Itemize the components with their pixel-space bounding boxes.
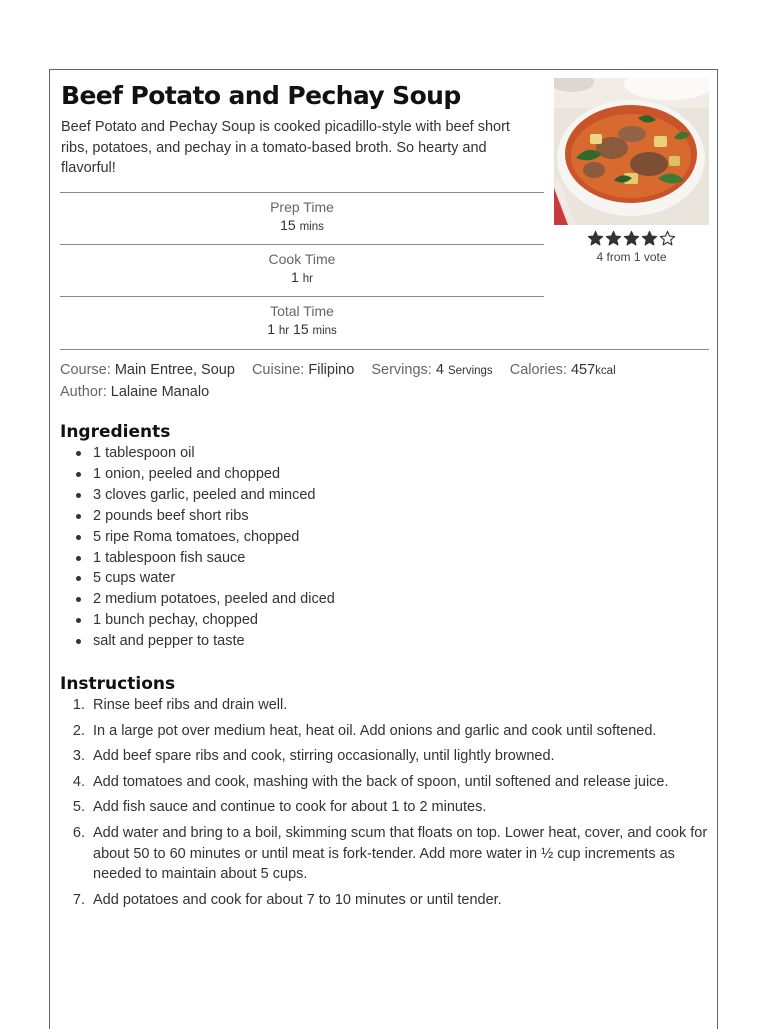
ingredient-item: 1 onion, peeled and chopped: [60, 464, 700, 485]
step-text: Add tomatoes and cook, mashing with the back of spoon, until softened and release juice.: [93, 773, 669, 790]
star-filled-icon[interactable]: [605, 230, 622, 247]
calories-detail: [510, 362, 616, 378]
course-value: Main Entree, Soup: [114, 362, 235, 378]
ingredient-item: 1 tablespoon fish sauce: [60, 548, 700, 569]
time-unit: hr: [278, 325, 290, 337]
step-text: Add potatoes and cook for about 7 to 10 minutes or until tender.: [93, 891, 502, 908]
step-text: Add water and bring to a boil, skimming scum that floats on top. Lower heat, cover, and cook for about 50 to 60 minutes or until meat is fork-tender. Add more water in ½ cup increments as needed to maintain about 5 cups.: [93, 824, 708, 883]
cuisine-detail: [252, 362, 354, 378]
calories-unit: kcal: [595, 365, 616, 377]
time-value: [60, 320, 544, 340]
time-number: 15: [293, 321, 309, 337]
ingredient-item: 1 tablespoon oil: [60, 443, 700, 464]
author-value: Lalaine Manalo: [110, 384, 210, 400]
ingredients-list: [60, 443, 700, 652]
time-value: [60, 268, 544, 288]
recipe-card: [49, 69, 718, 1029]
step-number: 1.: [72, 697, 85, 713]
time-unit: mins: [312, 325, 337, 337]
ingredient-item: 5 cups water: [60, 568, 700, 589]
ingredient-item: 3 cloves garlic, peeled and minced: [60, 485, 700, 506]
cook-time: [60, 244, 544, 296]
step-number: 5.: [72, 799, 85, 816]
time-number: 1: [267, 321, 276, 337]
instructions-list: [60, 695, 708, 915]
instruction-step: [60, 772, 708, 793]
recipe-rating: [554, 230, 709, 265]
step-text: Add beef spare ribs and cook, stirring occasionally, until lightly browned.: [93, 748, 555, 765]
total-time: [60, 296, 544, 348]
recipe-details: [60, 360, 710, 403]
recipe-times: [60, 192, 544, 348]
recipe-title: Beef Potato and Pechay Soup: [61, 81, 461, 110]
servings-value[interactable]: 4: [435, 362, 444, 378]
prep-time: [60, 192, 544, 244]
servings-detail: [371, 362, 492, 378]
time-label: Prep Time: [270, 199, 334, 215]
instruction-step: [60, 746, 708, 767]
time-unit: hr: [302, 273, 313, 285]
calories-value: 457: [570, 362, 596, 378]
ingredient-item: salt and pepper to taste: [60, 631, 700, 652]
instruction-step: [60, 695, 708, 716]
course-detail: [60, 362, 235, 378]
step-text: Add fish sauce and continue to cook for about 1 to 2 minutes.: [93, 799, 487, 816]
cuisine-value: Filipino: [308, 362, 355, 378]
soup-bowl-image: [554, 78, 709, 225]
ingredient-item: 2 medium potatoes, peeled and diced: [60, 589, 700, 610]
step-text: Rinse beef ribs and drain well.: [93, 697, 288, 713]
recipe-photo[interactable]: [554, 78, 709, 225]
details-divider: [60, 349, 709, 350]
step-number: 3.: [72, 748, 85, 765]
instruction-step: [60, 721, 708, 742]
course-label: Course:: [60, 362, 111, 378]
star-filled-icon[interactable]: [623, 230, 640, 247]
instruction-step: [60, 797, 708, 818]
cuisine-label: Cuisine:: [251, 362, 305, 378]
time-unit: mins: [299, 221, 324, 233]
star-filled-icon[interactable]: [641, 230, 658, 247]
instruction-step: [60, 890, 708, 911]
ingredients-heading: Ingredients: [60, 422, 171, 442]
step-number: 7.: [72, 891, 85, 908]
star-empty-icon[interactable]: [659, 230, 676, 247]
servings-unit: Servings: [447, 365, 493, 377]
step-text: In a large pot over medium heat, heat oil. Add onions and garlic and cook until softened.: [93, 722, 657, 739]
recipe-summary: Beef Potato and Pechay Soup is cooked picadillo-style with beef short ribs, potatoes, and pechay in a tomato-based broth. So hearty and flavorful!: [61, 119, 510, 177]
time-label: Cook Time: [268, 251, 336, 267]
author-label: Author:: [60, 384, 107, 400]
star-filled-icon[interactable]: [587, 230, 604, 247]
calories-label: Calories:: [509, 362, 567, 378]
step-number: 4.: [72, 773, 85, 790]
servings-label: Servings:: [371, 362, 432, 378]
time-number: 15: [280, 217, 296, 233]
details-row-1: [60, 360, 710, 382]
step-number: 6.: [72, 824, 85, 841]
time-number: 1: [291, 269, 299, 285]
time-label: Total Time: [270, 303, 334, 319]
rating-count: 4 from 1 vote: [596, 250, 667, 264]
ingredient-item: 2 pounds beef short ribs: [60, 506, 700, 527]
ingredient-item: 5 ripe Roma tomatoes, chopped: [60, 527, 700, 548]
instruction-step: [60, 823, 708, 885]
details-row-2: [60, 382, 710, 403]
star-rating[interactable]: [554, 230, 709, 247]
step-number: 2.: [72, 722, 85, 739]
time-value: [60, 216, 544, 236]
ingredient-item: 1 bunch pechay, chopped: [60, 610, 700, 631]
instructions-heading: Instructions: [60, 674, 176, 694]
